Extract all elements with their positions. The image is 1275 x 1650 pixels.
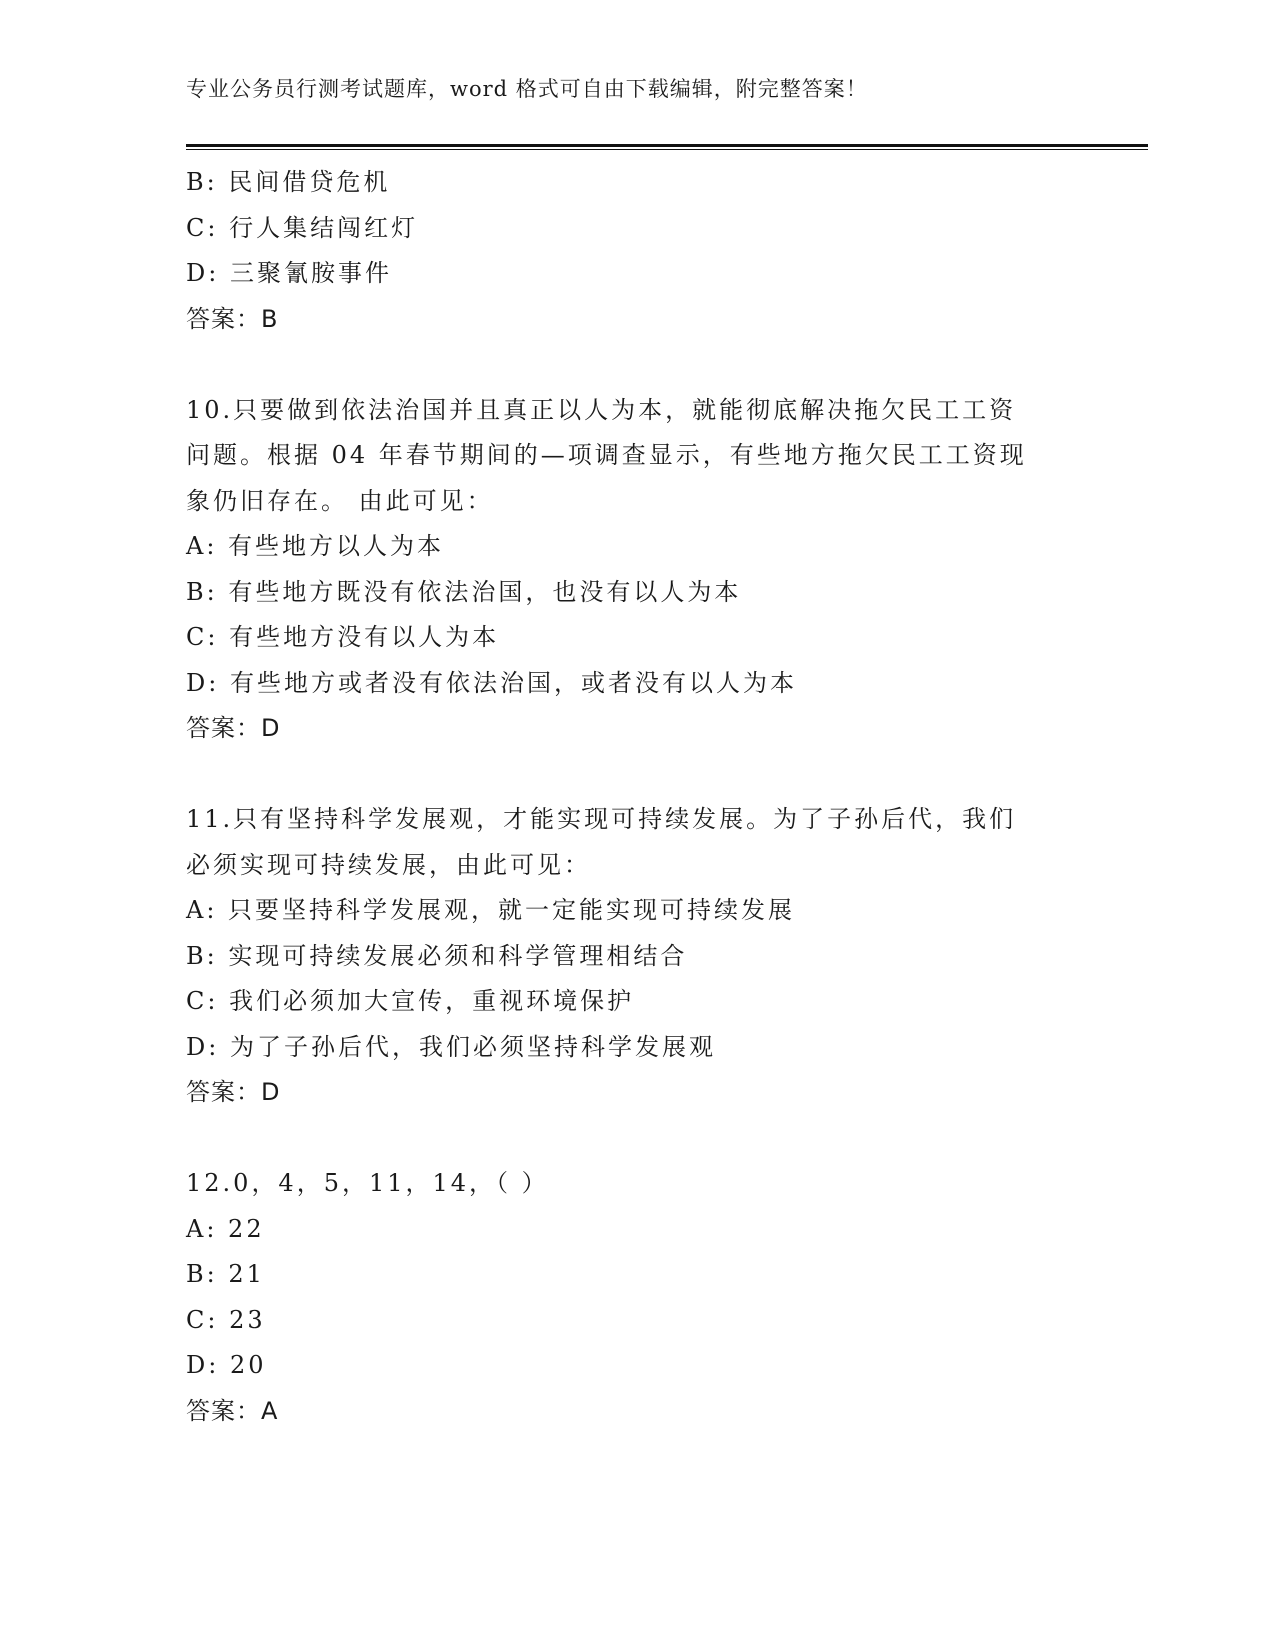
spacer — [186, 1116, 1086, 1162]
answer-line: 答案：B — [186, 304, 279, 333]
option-b: B: 21 — [186, 1260, 265, 1288]
question-block — [186, 160, 1086, 342]
question-block — [186, 388, 1086, 752]
option-d: D: 为了子孙后代，我们必须坚持科学发展观 — [186, 1032, 716, 1061]
option-c: C: 我们必须加大宣传，重视环境保护 — [186, 987, 635, 1015]
option-d: D: 有些地方或者没有依法治国，或者没有以人为本 — [186, 668, 797, 697]
question-block — [186, 797, 1086, 1116]
question-stem: 问题。根据 04 年春节期间的—项调查显示，有些地方拖欠民工工资现 — [186, 441, 1027, 469]
question-block — [186, 1161, 1086, 1434]
option-c: C: 行人集结闯红灯 — [186, 213, 419, 242]
page-header: 专业公务员行测考试题库，word 格式可自由下载编辑，附完整答案！ — [186, 77, 868, 101]
question-stem: 象仍旧存在。 由此可见： — [186, 486, 494, 515]
option-b: B: 民间借贷危机 — [186, 168, 391, 196]
option-b: B: 有些地方既没有依法治国，也没有以人为本 — [186, 577, 742, 606]
option-a: A: 只要坚持科学发展观，就一定能实现可持续发展 — [186, 896, 796, 924]
answer-line: 答案：A — [186, 1396, 279, 1425]
question-stem: 必须实现可持续发展，由此可见： — [186, 850, 591, 879]
option-d: D: 20 — [186, 1351, 267, 1379]
option-c: C: 23 — [186, 1305, 266, 1334]
question-list — [186, 160, 1086, 1434]
option-a: A: 有些地方以人为本 — [186, 532, 445, 560]
answer-line: 答案：D — [186, 714, 281, 742]
option-b: B: 实现可持续发展必须和科学管理相结合 — [186, 941, 688, 970]
option-a: A: 22 — [186, 1214, 265, 1243]
header-divider — [186, 144, 1148, 150]
spacer — [186, 752, 1086, 798]
option-c: C: 有些地方没有以人为本 — [186, 623, 500, 651]
question-stem: 10.只要做到依法治国并且真正以人为本，就能彻底解决拖欠民工工资 — [186, 395, 1017, 424]
question-stem: 12.0，4，5，11，14，（ ） — [186, 1169, 549, 1197]
option-d: D: 三聚氰胺事件 — [186, 259, 392, 287]
question-stem: 11.只有坚持科学发展观，才能实现可持续发展。为了子孙后代，我们 — [186, 805, 1017, 833]
spacer — [186, 342, 1086, 388]
answer-line: 答案：D — [186, 1078, 281, 1106]
